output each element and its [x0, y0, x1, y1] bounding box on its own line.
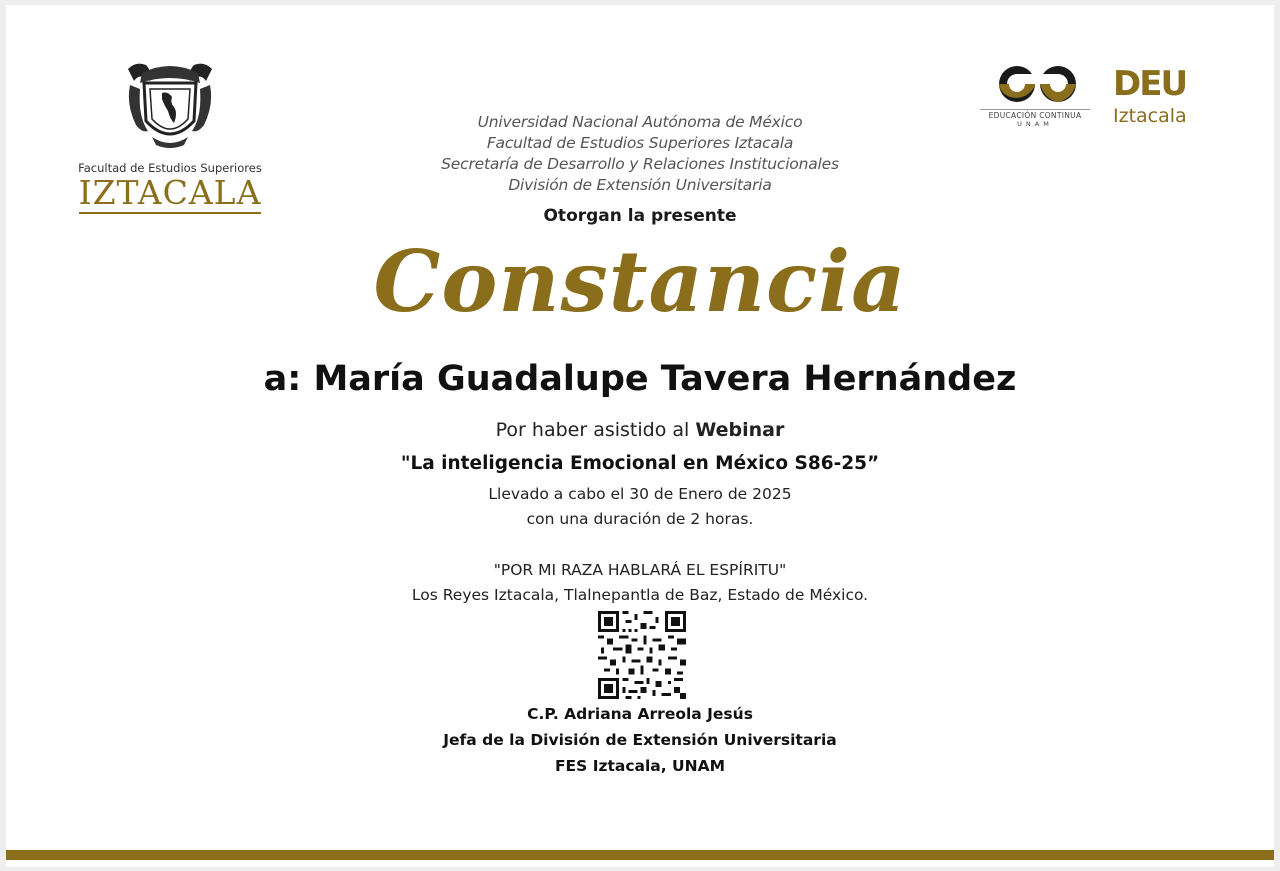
educacion-continua-icon — [980, 63, 1090, 107]
gold-footer-bar — [6, 850, 1274, 860]
webinar-title: "La inteligencia Emocional en México S86-25” — [400, 453, 880, 474]
event-date: Llevado a cabo el 30 de Enero de 2025 — [488, 485, 792, 503]
institution-lines — [6, 112, 1274, 196]
event-details — [6, 482, 1274, 532]
institution-line: Secretaría de Desarrollo y Relaciones Institucionales — [441, 155, 839, 173]
signer-name: C.P. Adriana Arreola Jesús — [527, 705, 753, 723]
deu-iztacala-label: Iztacala — [1113, 105, 1187, 127]
deu-wordmark: DEU — [1113, 64, 1187, 104]
signer-role: Jefa de la División de Extensión Universitaria — [443, 731, 837, 749]
recipient-name: a: María Guadalupe Tavera Hernández — [263, 359, 1017, 399]
educacion-continua-sub: UNAM — [1017, 120, 1053, 128]
certificate-title: Constancia — [373, 232, 907, 331]
institution-line: Universidad Nacional Autónoma de México — [477, 113, 803, 131]
otorgan-text: Otorgan la presente — [543, 206, 737, 226]
educacion-continua-label: EDUCACIÓN CONTINUA — [980, 109, 1090, 120]
qr-code-icon — [598, 611, 686, 699]
motto-block — [6, 558, 1274, 608]
attendance-prefix: Por haber asistido al — [495, 419, 690, 441]
attendance-line — [6, 419, 1274, 441]
institution-line: División de Extensión Universitaria — [508, 176, 772, 194]
attendance-type: Webinar — [695, 419, 785, 441]
event-duration: con una duración de 2 horas. — [526, 510, 754, 528]
fes-label: Facultad de Estudios Superiores — [78, 161, 262, 175]
signer-org: FES Iztacala, UNAM — [554, 757, 726, 775]
motto: "POR MI RAZA HABLARÁ EL ESPÍRITU" — [493, 561, 787, 579]
iztacala-wordmark: IZTACALA — [78, 173, 262, 212]
institution-line: Facultad de Estudios Superiores Iztacala — [486, 134, 794, 152]
signer-block — [6, 701, 1274, 779]
location: Los Reyes Iztacala, Tlalnepantla de Baz, Estado de México. — [411, 586, 869, 604]
certificate-page — [6, 5, 1274, 867]
